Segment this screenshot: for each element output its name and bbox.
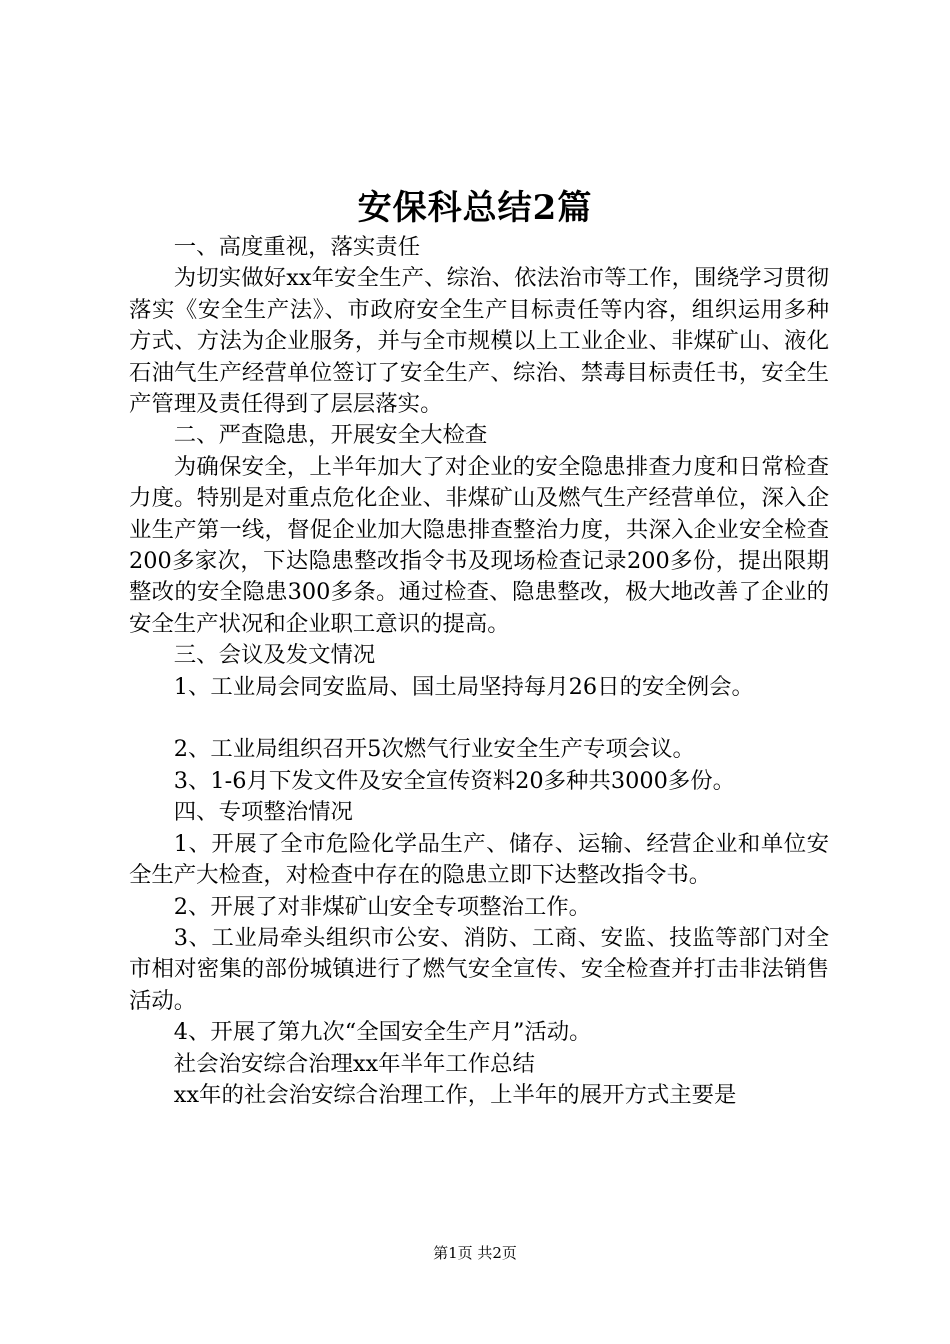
page-footer: 第1页 共2页 — [433, 1244, 517, 1262]
document-title: 安保科总结2篇 — [357, 188, 593, 228]
section-heading: 三、会议及发文情况 — [173, 642, 376, 669]
paragraph: 为切实做好xx年安全生产、综治、依法治市等工作，围绕学习贯彻落实《安全生产法》、市政府安全生产目标责任等内容，组织运用多种方式、方法为企业服务，并与全市规模以上工业企业、非煤矿山、液化石油气生产经营单位签订了安全生产、综治、禁毒目标责任书，安全生产管理及责任得到了层层落实。 — [129, 265, 829, 418]
paragraph: xx年的社会治安综合治理工作，上半年的展开方式主要是 — [173, 1081, 737, 1108]
list-item: 2、工业局组织召开5次燃气行业安全生产专项会议。 — [173, 736, 695, 763]
section-heading: 四、专项整治情况 — [173, 799, 353, 826]
list-item: 4、开展了第九次“全国安全生产月”活动。 — [173, 1019, 592, 1046]
subtitle-heading: 社会治安综合治理xx年半年工作总结 — [173, 1050, 535, 1077]
document-body — [129, 232, 829, 1111]
list-item: 2、开展了对非煤矿山安全专项整治工作。 — [173, 893, 592, 920]
list-item: 3、工业局牵头组织市公安、消防、工商、安监、技监等部门对全市相对密集的部份城镇进行了燃气安全宣传、安全检查并打击非法销售活动。 — [129, 924, 829, 1014]
paragraph: 为确保安全，上半年加大了对企业的安全隐患排查力度和日常检查力度。特别是对重点危化企业、非煤矿山及燃气生产经营单位，深入企业生产第一线，督促企业加大隐患排查整治力度，共深入企业安全检查200多家次，下达隐患整改指令书及现场检查记录200多份，提出限期整改的安全隐患300多条。通过检查、隐患整改，极大地改善了企业的安全生产状况和企业职工意识的提高。 — [129, 453, 829, 637]
list-item: 3、1-6月下发文件及安全宣传资料20多种共3000多份。 — [173, 767, 735, 794]
list-item: 1、开展了全市危险化学品生产、储存、运输、经营企业和单位安全生产大检查，对检查中存在的隐患立即下达整改指令书。 — [129, 830, 829, 889]
list-item: 1、工业局会同安监局、国土局坚持每月26日的安全例会。 — [173, 673, 754, 700]
section-heading: 一、高度重视，落实责任 — [173, 234, 421, 260]
section-heading: 二、严查隐患，开展安全大检查 — [173, 422, 488, 449]
